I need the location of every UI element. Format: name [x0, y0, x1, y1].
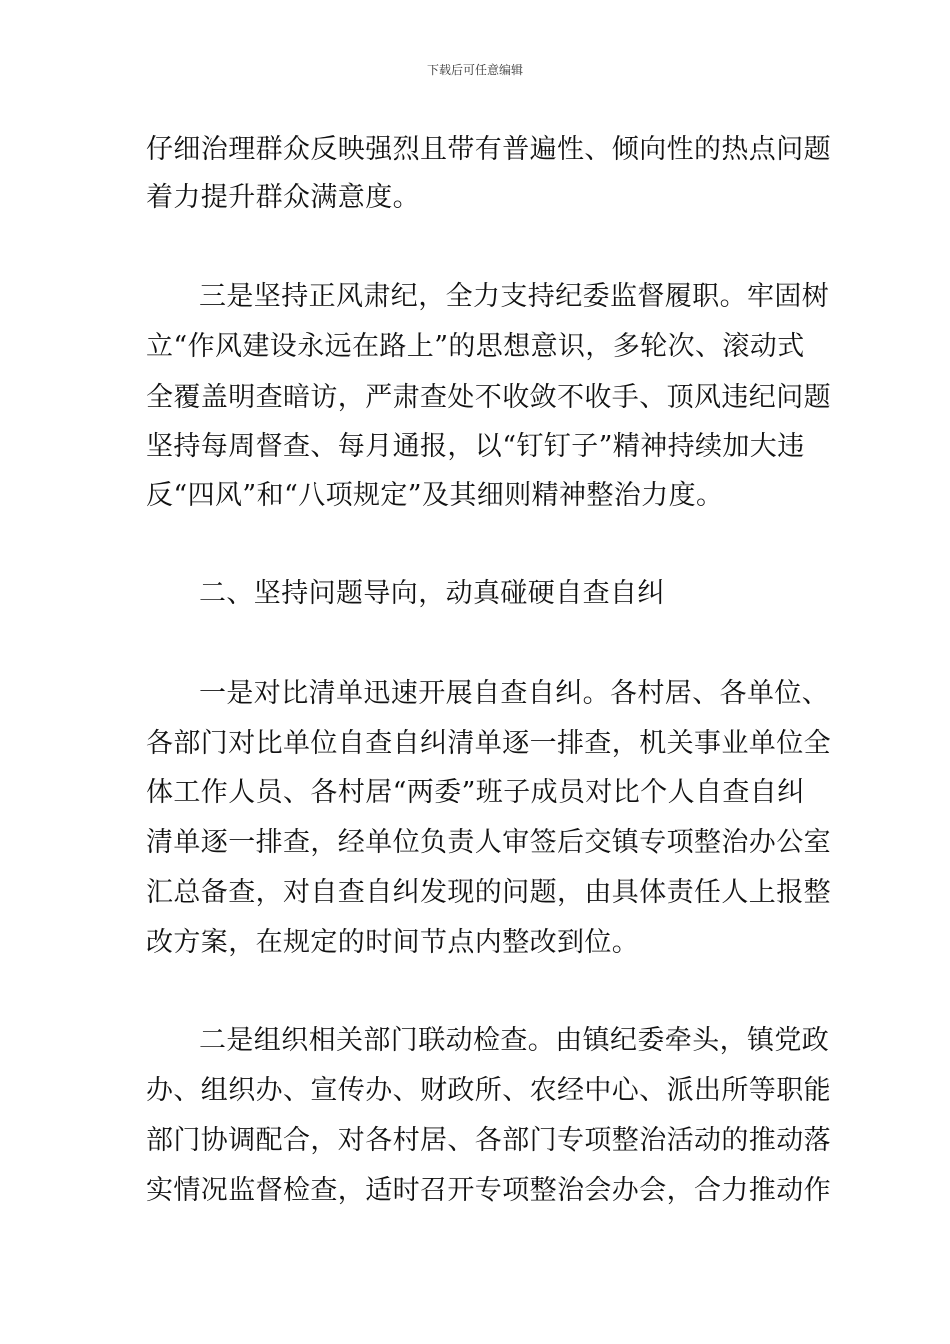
body-text-line: 清单逐一排查，经单位负责人审签后交镇专项整治办公室 — [146, 827, 831, 858]
body-text-line: 立“作风建设永远在路上”的思想意识，多轮次、滚动式 — [146, 331, 805, 362]
section-heading: 二、坚持问题导向，动真碰硬自查自纠 — [199, 578, 665, 609]
body-text-line: 反“四风”和“八项规定”及其细则精神整治力度。 — [146, 480, 724, 511]
body-text-line: 部门协调配合，对各村居、各部门专项整治活动的推动落 — [146, 1125, 831, 1156]
body-text-line: 改方案，在规定的时间节点内整改到位。 — [146, 927, 640, 958]
body-text-line: 各部门对比单位自查自纠清单逐一排查，机关事业单位全 — [146, 728, 831, 759]
body-text-line: 体工作人员、各村居“两委”班子成员对比个人自查自纠 — [146, 777, 805, 808]
body-text-line: 着力提升群众满意度。 — [146, 182, 420, 213]
body-text-line: 全覆盖明查暗访，严肃查处不收敛不收手、顶风违纪问题 — [146, 382, 831, 413]
paragraph-first-line: 二是组织相关部门联动检查。由镇纪委牵头，镇党政 — [199, 1025, 830, 1056]
body-text-line: 办、组织办、宣传办、财政所、农经中心、派出所等职能 — [146, 1075, 831, 1106]
paragraph-first-line: 一是对比清单迅速开展自查自纠。各村居、各单位、 — [199, 678, 830, 709]
body-text-line: 仔细治理群众反映强烈且带有普遍性、倾向性的热点问题 — [146, 134, 831, 165]
body-text-line: 坚持每周督查、每月通报，以“钉钉子”精神持续加大违 — [146, 431, 805, 462]
page-header-note: 下载后可任意编辑 — [426, 63, 523, 77]
body-text-line: 实情况监督检查，适时召开专项整治会办会，合力推动作 — [146, 1175, 831, 1206]
paragraph-first-line: 三是坚持正风肃纪，全力支持纪委监督履职。牢固树 — [199, 281, 830, 312]
body-text-line: 汇总备查，对自查自纠发现的问题，由具体责任人上报整 — [146, 877, 831, 908]
